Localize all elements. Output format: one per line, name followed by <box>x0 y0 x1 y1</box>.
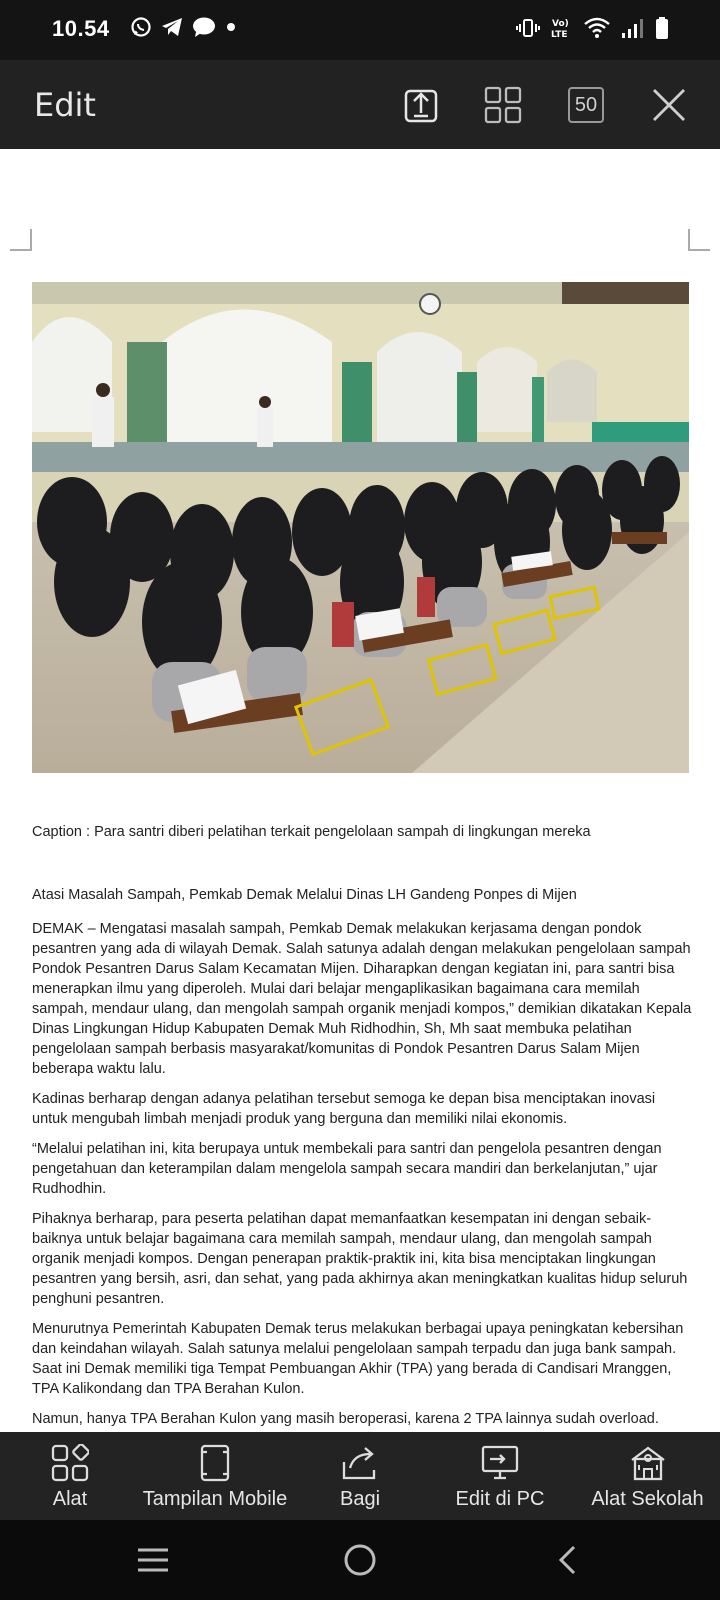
system-icons <box>516 16 670 40</box>
telegram-icon <box>160 16 184 38</box>
close-icon <box>651 87 687 123</box>
mobile-view-icon <box>199 1444 231 1482</box>
zoom-level: 50 <box>574 93 598 116</box>
svg-text:LTE: LTE <box>551 30 568 40</box>
wifi-icon <box>584 17 610 39</box>
article-paragraph: DEMAK – Mengatasi masalah sampah, Pemkab Demak melakukan kerjasama dengan pondok pesantren yang ada di wilayah Demak. Salah satunya adalah dengan melakukan pengelolaan sampah Pondok Pesantren Darus Salam Kecamatan Mijen. Diharapkan dengan kegiatan ini, para santri bisa menerapkan ilmu yang diperoleh. Mulai dari belajar mengaplikasikan bagaimana cara memilah sampah, mendaur ulang, dan mengolah sampah organik menjadi kompos,” demikian dikatakan Kepala Dinas Lingkungan Hidup Kabupaten Demak Muh Ridhodhin, Sh, Mh saat membuka pelatihan pengelolaan sampah berbasis masyarakat/komunitas di Pondok Pesantren Darus Salam Mijen beberapa waktu lalu. <box>32 921 692 1077</box>
zoom-button[interactable] <box>563 82 609 128</box>
margin-marker-left <box>10 229 32 251</box>
recents-button[interactable] <box>131 1540 175 1580</box>
document-page[interactable] <box>0 149 720 1432</box>
whatsapp-icon <box>130 16 152 38</box>
desktop-icon <box>480 1444 520 1482</box>
system-nav-bar <box>0 1520 720 1600</box>
back-button[interactable] <box>545 1540 589 1580</box>
article-photo[interactable] <box>32 282 689 773</box>
svg-text:Vo): Vo) <box>552 19 569 29</box>
toolbar-label: Edit di PC <box>455 1488 545 1510</box>
export-button[interactable] <box>398 82 444 128</box>
dot-icon <box>224 16 238 38</box>
toolbar-label: Alat Sekolah <box>591 1488 704 1510</box>
photo-illustration <box>32 282 689 773</box>
bottom-toolbar <box>0 1432 720 1520</box>
home-button[interactable] <box>338 1540 382 1580</box>
zoom-icon <box>568 87 604 123</box>
toolbar-label: Alat <box>52 1488 88 1510</box>
article-paragraph: Menurutnya Pemerintah Kabupaten Demak terus melakukan berbagai upaya peningkatan kebersihan dan keindahan wilayah. Salah satunya melalui pengelolaan sampah terpadu dan juga bank sampah. Saat ini Demak memiliki tiga Tempat Pembuangan Akhir (TPA) yang berada di Candisari Mranggen, TPA Kalikondang dan TPA Berahan Kulon. <box>32 1321 684 1397</box>
close-button[interactable] <box>646 82 692 128</box>
toolbar-item-tampilan-mobile[interactable] <box>140 1432 290 1520</box>
article-headline: Atasi Masalah Sampah, Pemkab Demak Melalui Dinas LH Gandeng Ponpes di Mijen <box>32 887 577 903</box>
share-icon <box>340 1444 380 1482</box>
article-paragraph: Kadinas berharap dengan adanya pelatihan tersebut semoga ke depan bisa menciptakan inovasi untuk mengubah limbah menjadi produk yang berguna dan memiliki nilai ekonomis. <box>32 1091 656 1127</box>
toolbar-label: Tampilan Mobile <box>142 1488 288 1510</box>
message-icon <box>192 16 216 38</box>
status-bar <box>0 0 720 60</box>
article-paragraph: Pihaknya berharap, para peserta pelatihan dapat memanfaatkan kesempatan ini dengan sebaik-baiknya untuk belajar bagaimana cara memilah sampah, mendaur ulang, dan mengolah sampah organik menjadi kompos. Dengan penerapan praktik-praktik ini, kita bisa menciptakan lingkungan pesantren yang bersih, asri, dan sehat, yang pada akhirnya akan meningkatkan kualitas hidup seluruh penghuni pesantren. <box>32 1211 688 1307</box>
app-bar <box>0 60 720 149</box>
page-title: Edit <box>34 86 96 124</box>
toolbar-item-alat-sekolah[interactable] <box>585 1432 710 1520</box>
recents-icon <box>136 1546 170 1574</box>
back-icon <box>555 1544 579 1576</box>
signal-icon <box>620 17 644 39</box>
article-paragraph: Namun, hanya TPA Berahan Kulon yang masih beroperasi, karena 2 TPA lainnya sudah overload. <box>32 1411 659 1427</box>
notification-icons <box>130 16 238 38</box>
toolbar-item-alat[interactable] <box>40 1432 100 1520</box>
status-time: 10.54 <box>52 16 110 41</box>
toolbar-label: Bagi <box>339 1488 381 1510</box>
toolbar-item-edit-di-pc[interactable] <box>445 1432 555 1520</box>
battery-icon <box>654 16 670 40</box>
vibrate-icon <box>516 17 540 39</box>
toolbar-item-bagi[interactable] <box>325 1432 395 1520</box>
school-icon <box>628 1444 668 1482</box>
article-body <box>32 919 694 1432</box>
share-upload-icon <box>403 85 439 125</box>
tools-grid-icon <box>51 1444 89 1482</box>
margin-marker-right <box>688 229 710 251</box>
photo-caption: Caption : Para santri diberi pelatihan terkait pengelolaan sampah di lingkungan mereka <box>32 824 591 840</box>
article-paragraph: “Melalui pelatihan ini, kita berupaya untuk membekali para santri dan pengelola pesantren dengan pengetahuan dan keterampilan dalam mengelola sampah secara mandiri dan berkelanjutan,” ujar Rudhodhin. <box>32 1141 662 1197</box>
home-icon <box>343 1543 377 1577</box>
volte-icon <box>550 16 574 40</box>
grid-icon <box>484 86 522 124</box>
page-grid-button[interactable] <box>480 82 526 128</box>
